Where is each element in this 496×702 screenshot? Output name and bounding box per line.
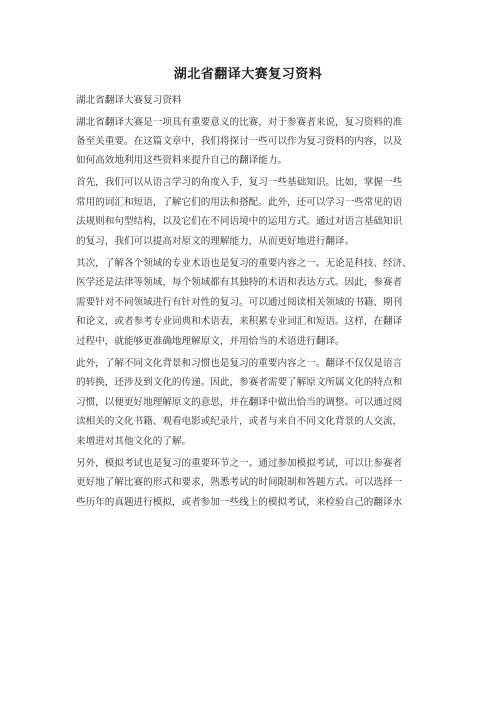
paragraph-line: 来增进对其他文化的了解。 [76,436,192,447]
paragraph-line: 备至关重要。在这篇文章中，我们将探讨一些可以作为复习资料的内容，以及 [76,136,403,147]
paragraph-line: 其次，了解各个领域的专业术语也是复习的重要内容之一。无论是科技、经济、 [76,258,412,269]
paragraph-line: 读相关的文化书籍、观看电影或纪录片，或者与来自不同文化背景的人交流， [76,416,403,427]
paragraph-line: 些历年的真题进行模拟，或者参加一些线上的模拟考试，来检验自己的翻译水 [76,497,403,508]
paragraph-line: 法规则和句型结构，以及它们在不同语境中的运用方式。通过对语言基础知识 [76,216,403,227]
paragraph-line: 过程中，就能够更准确地理解原文，并用恰当的术语进行翻译。 [76,336,345,347]
paragraph-line: 更好地了解比赛的形式和要求，熟悉考试的时间限制和答题方式。可以选择一 [76,477,403,488]
paragraph-line: 湖北省翻译大赛是一项具有重要意义的比赛，对于参赛者来说，复习资料的准 [76,117,403,128]
paragraph-line: 需要针对不同领域进行有针对性的复习。可以通过阅读相关领域的书籍、期刊 [76,297,403,308]
paragraph-line: 另外，模拟考试也是复习的重要环节之一。通过参加模拟考试，可以让参赛者 [76,458,403,469]
paragraph-line: 医学还是法律等领域，每个领域都有其独特的术语和表达方式。因此，参赛者 [76,277,403,288]
paragraph-line: 习惯，以便更好地理解原文的意思，并在翻译中做出恰当的调整。可以通过阅 [76,397,403,408]
subtitle-line: 湖北省翻译大赛复习资料 [76,95,182,106]
page-title: 湖北省翻译大赛复习资料 [173,67,323,82]
paragraph-line: 和论文，或者参考专业词典和术语表，来积累专业词汇和短语。这样，在翻译 [76,316,403,327]
paragraph-line: 如何高效地利用这些资料来提升自己的翻译能力。 [76,155,288,166]
paragraph-line: 常用的词汇和短语，了解它们的用法和搭配。此外，还可以学习一些常见的语 [76,197,403,208]
paragraph-line: 的复习，我们可以提高对原文的理解能力，从而更好地进行翻译。 [76,236,355,247]
paragraph-line: 首先，我们可以从语言学习的角度入手，复习一些基础知识。比如，掌握一些 [76,177,403,188]
paragraph-line: 此外，了解不同文化背景和习惯也是复习的重要内容之一。翻译不仅仅是语言 [76,358,403,369]
paragraph-line: 的转换，还涉及到文化的传递。因此，参赛者需要了解原文所属文化的特点和 [76,377,403,388]
